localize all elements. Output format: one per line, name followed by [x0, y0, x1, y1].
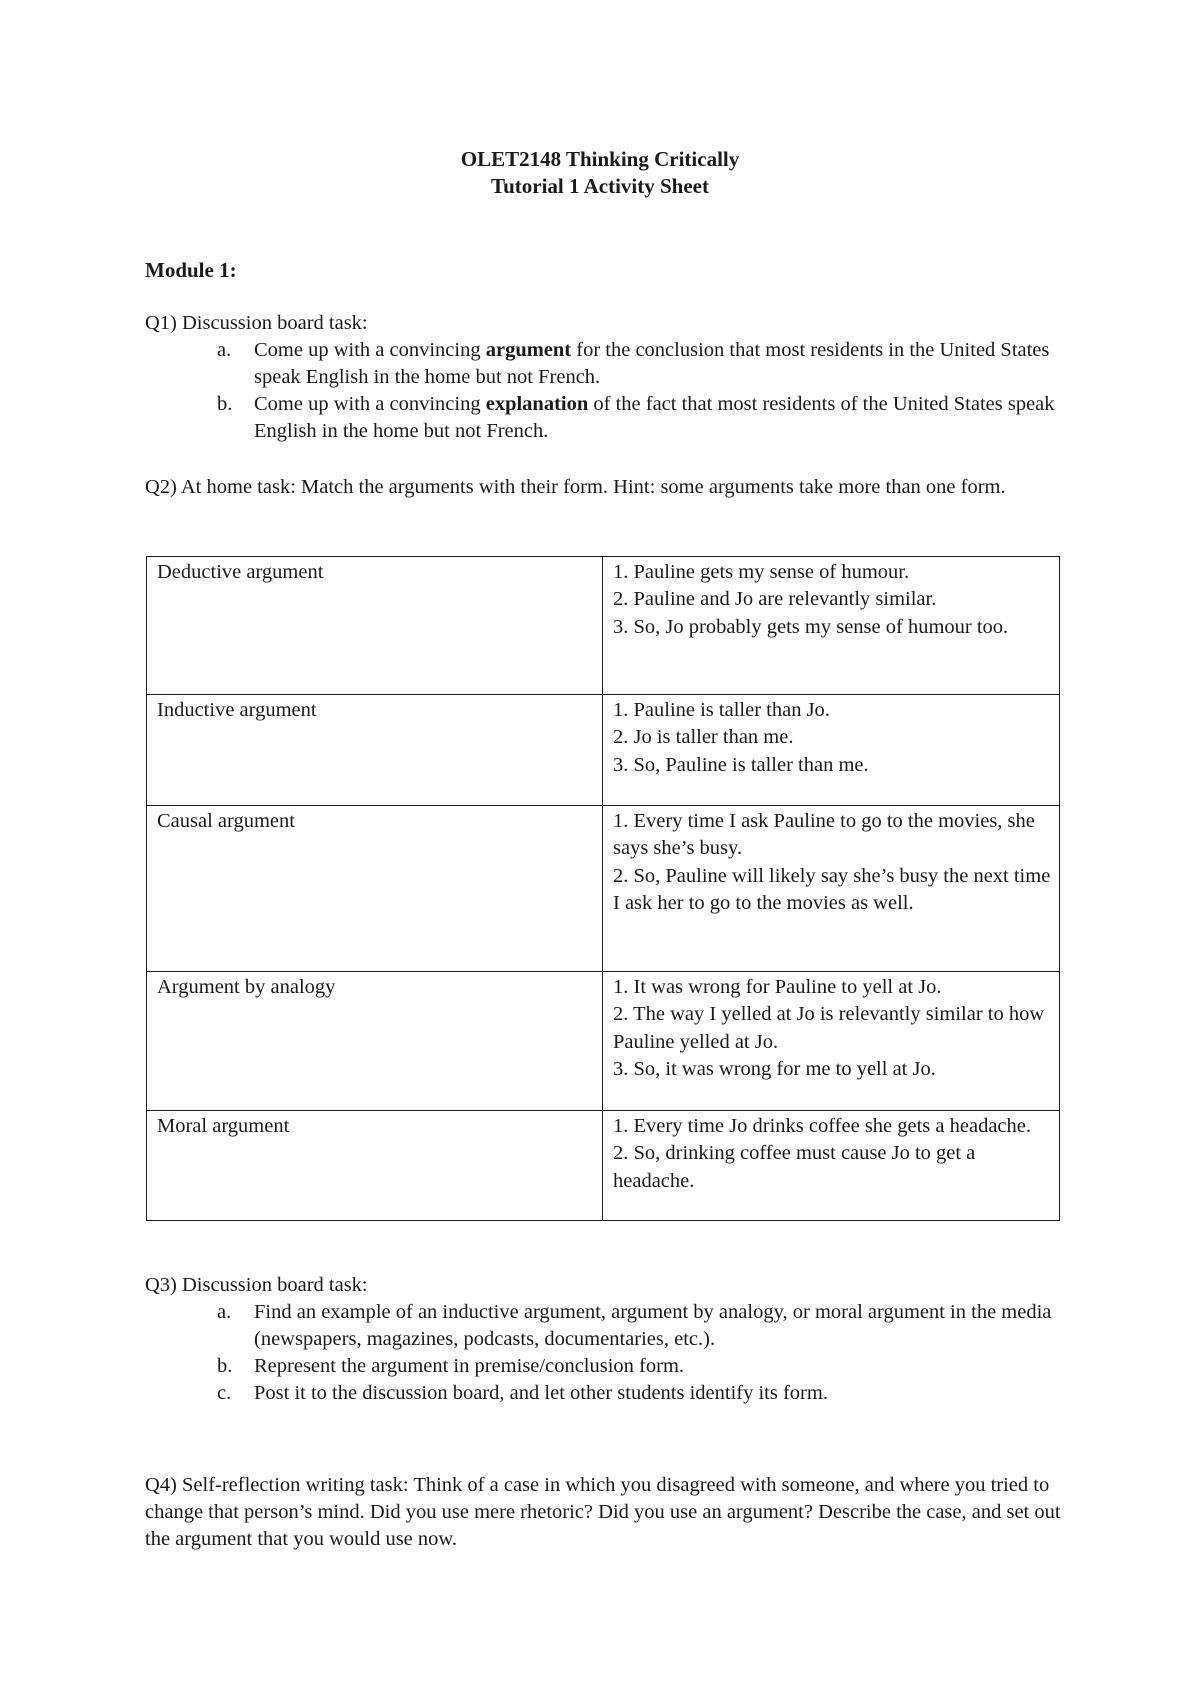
question-4-prompt: Q4) Self-reflection writing task: Think of a case in which you disagreed with someone, and where you tried to change that person’s mind. Did you use mere rhetoric? Did you use an argument? Describe the case, and set out the argument that you would use now. — [145, 1474, 1061, 1550]
premise-line: 1. Every time Jo drinks coffee she gets a headache. — [613, 1115, 1032, 1137]
argument-premises-cell — [603, 1111, 1060, 1221]
list-item — [145, 1299, 1065, 1353]
question-2 — [145, 474, 1065, 501]
question-1-prompt: Q1) Discussion board task: — [145, 312, 368, 334]
module-heading: Module 1: — [145, 258, 237, 282]
list-marker: c. — [217, 1382, 232, 1404]
question-3-prompt: Q3) Discussion board task: — [145, 1274, 368, 1296]
item-text: Find an example of an inductive argument, argument by analogy, or moral argument in the media (newspapers, magazines, podcasts, documentaries, etc.). — [254, 1301, 1052, 1350]
item-text-emphasis: explanation — [485, 393, 589, 415]
item-text-start: Come up with a convincing — [254, 393, 486, 415]
table-row — [147, 1111, 1060, 1221]
premise-line: 2. So, Pauline will likely say she’s busy the next time I ask her to go to the movies as well. — [613, 864, 1051, 914]
list-marker: a. — [217, 339, 232, 361]
argument-form-cell: Moral argument — [147, 1111, 603, 1221]
list-marker: b. — [217, 1355, 233, 1377]
premise-line: 2. The way I yelled at Jo is relevantly similar to how Pauline yelled at Jo. — [613, 1003, 1045, 1053]
list-marker: b. — [217, 393, 233, 415]
item-text: Represent the argument in premise/conclusion form. — [254, 1355, 685, 1377]
item-text-start: Come up with a convincing — [254, 339, 486, 361]
list-item — [145, 1353, 1065, 1380]
premise-line: 2. Pauline and Jo are relevantly similar. — [613, 588, 937, 611]
premise-line: 1. Every time I ask Pauline to go to the movies, she says she’s busy. — [613, 810, 1035, 860]
question-1 — [145, 310, 1065, 445]
list-item — [145, 1380, 1065, 1407]
premise-line: 1. Pauline gets my sense of humour. — [613, 561, 910, 583]
argument-form-cell: Deductive argument — [147, 557, 603, 695]
question-2-prompt: Q2) At home task: Match the arguments with their form. Hint: some arguments take more than one form. — [145, 476, 1006, 498]
argument-premises-cell — [603, 806, 1060, 972]
argument-form-cell: Inductive argument — [147, 695, 603, 806]
table-row — [147, 972, 1060, 1111]
premise-line: 1. Pauline is taller than Jo. — [613, 699, 830, 721]
premise-line: 2. So, drinking coffee must cause Jo to get a headache. — [613, 1142, 976, 1192]
premise-line: 3. So, Pauline is taller than me. — [613, 753, 869, 776]
item-text-end: for the conclusion that most residents in the United States speak English in the home but not French. — [254, 339, 1050, 388]
item-text-emphasis: argument — [485, 339, 572, 361]
premise-line: 1. It was wrong for Pauline to yell at Jo. — [613, 976, 942, 998]
question-3-items — [145, 1299, 1065, 1407]
argument-form-cell: Causal argument — [147, 806, 603, 972]
question-1-items — [145, 337, 1065, 445]
sheet-title: Tutorial 1 Activity Sheet — [491, 174, 709, 198]
premise-line: 2. Jo is taller than me. — [613, 726, 794, 749]
document-title-block — [0, 146, 1200, 200]
list-marker: a. — [217, 1301, 232, 1323]
question-3 — [145, 1272, 1065, 1407]
argument-premises-cell — [603, 557, 1060, 695]
argument-form-table — [146, 556, 1060, 1221]
list-item — [145, 337, 1065, 391]
argument-form-cell: Argument by analogy — [147, 972, 603, 1111]
course-title: OLET2148 Thinking Critically — [460, 147, 740, 171]
table-row — [147, 557, 1060, 695]
table-row — [147, 806, 1060, 972]
premise-line: 3. So, it was wrong for me to yell at Jo. — [613, 1057, 936, 1080]
premise-line: 3. So, Jo probably gets my sense of humour too. — [613, 615, 1009, 638]
argument-premises-cell — [603, 972, 1060, 1111]
argument-premises-cell — [603, 695, 1060, 806]
item-text-end: of the fact that most residents of the United States speak English in the home but not French. — [254, 393, 1055, 442]
item-text: Post it to the discussion board, and let other students identify its form. — [254, 1382, 828, 1404]
list-item — [145, 391, 1065, 445]
table-row — [147, 695, 1060, 806]
question-4 — [145, 1472, 1065, 1553]
